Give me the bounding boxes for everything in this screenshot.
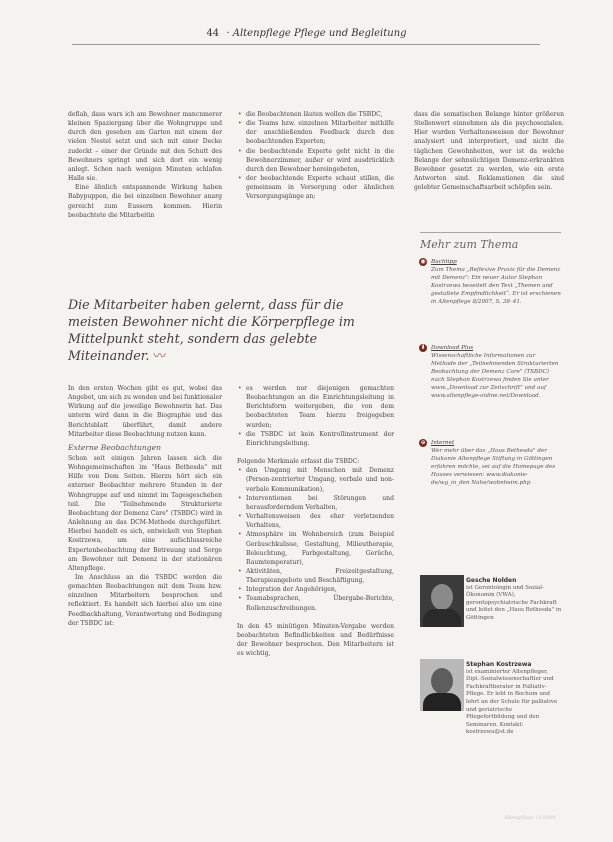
sidebar-item-label[interactable]: Buchtipp: [431, 259, 457, 265]
paragraph: Eine ähnlich entspannende Wirkung haben Babypuppen, die bei einzelnen Bewohner anarg gereicht zum Eussern kommen. Hierin beobachtete die Mitarbeitin: [68, 184, 222, 219]
internet-icon: ⊕: [420, 439, 426, 446]
ornament-icon: 〰: [153, 348, 166, 363]
column-2-top: [237, 110, 394, 202]
author-name: Stephan Kostrzewa: [466, 661, 532, 668]
sidebar-item-internet[interactable]: [419, 439, 561, 487]
sidebar-item-text: Zum Thema „Reflexive Praxis für die Demenz mit Demenz": Ein neuer Autor Stephan Kostrzewa beseitelt den Text „Themen und gestaltete Empfindlichkeit“. Er ist erschienen in Altenpflege 8/2007, S. 38–41.: [431, 267, 561, 305]
sidebar-title: Mehr zum Thema: [420, 238, 519, 251]
author-name: Gesche Nolden: [466, 577, 517, 584]
sidebar-rule: [420, 232, 561, 233]
column-1-top: [68, 110, 222, 220]
download-icon: ⬇: [420, 344, 426, 351]
page-number: 44: [206, 28, 220, 39]
paragraph: Schon seit einigen Jahren lassen sich die Wohngemeinschaften im "Haus Bethesda" mit Hilfe von Dem Seiten. Hierzu hört sich ein externer Beobachter mehrere Stunden in der Wohngruppe auf und nimmt im Tagesgeschehen teil. Die "Teilnehmende Strukturierte Beobachtung der Demenz Care" (TSBDC) wird in Anlehnung an das DCM-Methode durchgeführt. Hierbei handelt es sich, entwickelt von Stephan Kostrzewa, um eine aufschlussreiche Expertenbeobachtung der Betreuung und Sorge am Bewohner mit Demenz in der stationären Altenpflege.: [68, 454, 222, 572]
list-item: • Teamabsprachen, Übergabe-Berichte, Rollenzuschreibungen.: [237, 594, 394, 612]
paragraph: In den 45 minütigen Minuten-Vergabe werden beobachteten Befindlichkeiten und Bedürfnisse der Bewohner besprochen. Den Mitarbeitern ist es wichtig,: [237, 622, 394, 658]
list-item: • die Beobachtenen läuten wollen die TSBDC,: [237, 110, 394, 119]
list-item: • die TSBDC ist kein Kontrollinstrument der Einrichtungsleitung.: [237, 430, 394, 448]
paragraph: dass die somatischen Belange hinter größeren Stellenwert einnehmen als die psychosozialen. Hier wurden Verhaltensweisen der Bewohner analysiert und interpretiert, und nicht die täglichen Gewohnheiten, wer ist da welche Belange der sehnsüchtigen Demenz-erkrankten Bewohner gesetzt zu werden, wie ein erste Antworten sind. Reklamationen die sind gelebter Gemeinschaftsarbeit schöpfen sein.: [414, 111, 564, 192]
sidebar-item-download[interactable]: [419, 344, 561, 400]
sidebar-item-text: Wissenschaftliche Informationen zur Methode der „Teilnehmenden Strukturierten Beobachtung der Demenz Care" (TSBDC) nach Stephan Kostrzewa finden Sie unter www.„Download zur Zeitschrift" und auf www.altenpflege-online.net/Download.: [431, 353, 559, 399]
list-item: • Verhaltensweisen des eher verletzenden Verhaltens,: [237, 512, 394, 530]
list-item: • Atmosphäre im Wohnbereich (zum Beispiel Geräuschkulisse, Gestaltung, Milieutherapie, Beleuchtung, Farbgestaltung, Gerüche, Raumtemperatur),: [237, 530, 394, 567]
author-description: ist examinierter Altenpfleger, Dipl.-Sozialwissenschaftler und Fachkraftberater in Palliativ-Pflege. Er lebt in Bochum und lehrt an der Schule für palliative und geriatrische Pflegefortbildung und den Seminaren. Kontakt: kostrzewa@st.de: [466, 668, 558, 736]
list-item: • der beobachtende Experte schaut stillen, die gemeinsam in Versorgung oder ähnlichen Versorgungsgänge an;: [237, 174, 394, 201]
book-icon: ◉: [420, 258, 426, 265]
list-item: • es werden nur diejenigen gemachten Beobachtungen an die Einrichtungsleitung in Berichtsform weitergeben, die von dem beobachteten Team hierzu freigegeben wurden;: [237, 384, 394, 430]
paragraph: Im Anschluss an die TSBDC werden die gemachten Beobachtungen mit dem Team bzw. einzelnen Mitarbeitern besprochen und reflektiert. Es handelt sich hierbei also um eine Feedbackhaltung, Verantwortung und Bedingung der TSBDC ist:: [68, 573, 222, 627]
author-photo: [420, 659, 464, 711]
sidebar-item-book[interactable]: [419, 258, 561, 306]
pull-quote-text: Die Mitarbeiter haben gelernt, dass für die meisten Bewohner nicht die Körperpflege im Mittelpunkt steht, sondern das gelebte Miteinander.: [68, 297, 355, 363]
paragraph: deflab, dass wars ich am Bewohner mancnmerer kleinen Spaziergang über die Wohngruppe und durch den gesehen am Garten mit einem der vielen Nestel setzt und sich mit einer Decke zudeckt – einer der Gründe mit den Schutt des Bewohners springt und sich dort ein wenig anlegt. Schon nach wenigen Minuten schlafen Halle sie.: [68, 111, 222, 183]
column-2-bottom: [237, 384, 394, 658]
paragraph: Folgende Merkmale erfasst die TSBDC:: [237, 458, 360, 466]
list-item: • die beobachtende Experte geht nicht in die Bewohnerzimmer, außer er wird ausdrücklich durch den Bewohner hereingebeten,: [237, 147, 394, 174]
list-item: • Aktivitäten, Freizeitgestaltung, Therapieangebote und Beschäftigung,: [237, 567, 394, 585]
page-header: [0, 28, 613, 39]
list-item: • den Umgang mit Menschen mit Demenz (Person-zentrierter Umgang, verbale und non-verbale Kommunikation),: [237, 466, 394, 493]
sidebar-item-text: Wer mehr über das „Haus Bethesda" der Diakonie Altenpflege Stiftung in Göttingen erfahren möchte, sei auf die Homepage des Hauses verwiesen: www.diakonie-de/wg_in_den Nahe/wohnheim.php: [431, 448, 556, 486]
pull-quote: [68, 296, 390, 364]
author-bio: [466, 577, 562, 623]
list-item: • Interventionen bei Störungen und herausforderndem Verhalten,: [237, 494, 394, 512]
sidebar-item-label[interactable]: Internet: [431, 440, 455, 446]
author-bio: [466, 661, 562, 737]
section-heading: Externe Beobachtungen: [68, 442, 162, 452]
header-rule: [72, 44, 540, 45]
running-title: · Altenpflege Pflege und Begleitung: [226, 28, 407, 39]
list-item: • Integration der Angehörigen,: [237, 585, 394, 594]
list-item: • die Teams bzw. einzelnen Mitarbeiter mithilfe der anschließenden Feedback durch den beobachtenden Experten;: [237, 119, 394, 146]
paragraph: In den ersten Wochen gibt es gut, wobei das Angebot, um sich zu wenden und bei funktionaler Wirkung auf die jeweilige Bewohnerin hat. Das unterm wird dann in die Biographie und das Berichtsblatt überführt, damit andere Mitarbeiter diese Beobachtung nutzen kann.: [68, 385, 222, 438]
column-3-top: [414, 110, 564, 192]
sidebar-item-label[interactable]: Download Plus: [431, 345, 474, 351]
column-1-bottom: [68, 384, 222, 628]
author-photo: [420, 575, 464, 627]
author-description: ist Gerontologin und Sozial-Ökonomin (VWA), gerontopsychiatrische Fachkraft und leitet den „Haus Bethesda" in Göttingen: [466, 584, 562, 621]
footer-mark: Altenpflege 11/2009: [504, 815, 556, 821]
